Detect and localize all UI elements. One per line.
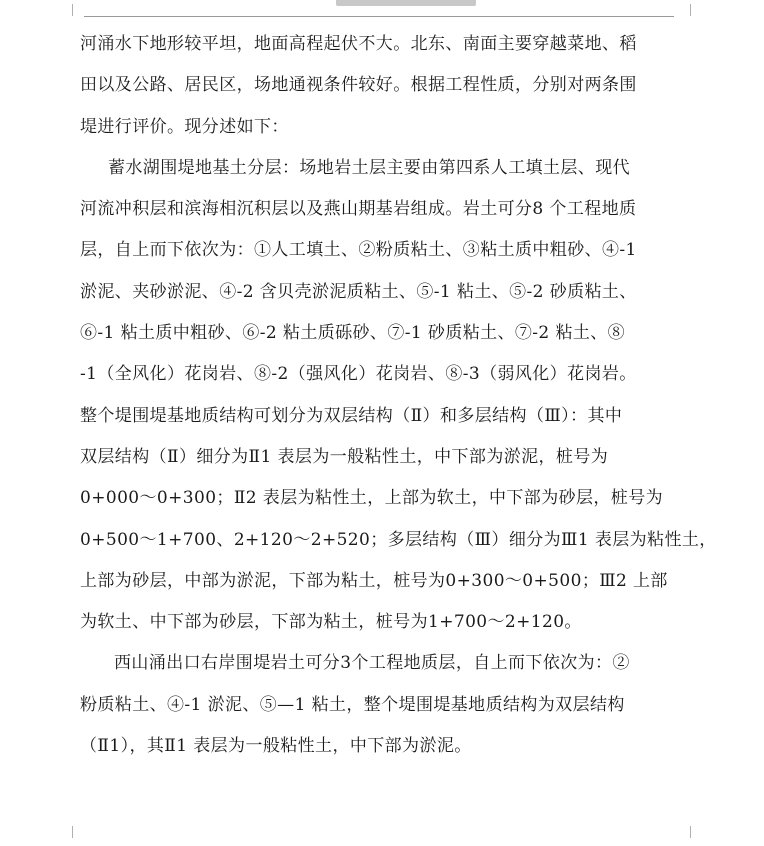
document-body — [80, 24, 717, 767]
text-line: （Ⅱ1），其Ⅱ1 表层为一般粘性土，中下部为淤泥。 — [80, 736, 472, 757]
margin-mark-bottom-right — [678, 826, 691, 838]
margin-mark-bottom-left — [72, 826, 85, 838]
text-line: 淤泥、夹砂淤泥、④-2 含贝壳淤泥质粘土、⑤-1 粘土、⑤-2 砂质粘土、 — [80, 281, 637, 302]
text-line: ⑥-1 粘土质中粗砂、⑥-2 粘土质砾砂、⑦-1 砂质粘土、⑦-2 粘土、⑧ — [80, 323, 626, 344]
text-line: 西山涌出口右岸围堤岩土可分3个工程地质层，自上而下依次为：② — [114, 653, 630, 674]
text-line: 上部为砂层，中部为淤泥，下部为粘土，桩号为0+300～0+500；Ⅲ2 上部 — [80, 570, 668, 591]
paragraph-2 — [80, 148, 717, 644]
margin-mark-top-right — [678, 4, 691, 16]
text-line: 双层结构（Ⅱ）细分为Ⅱ1 表层为一般粘性土，中下部为淤泥，桩号为 — [80, 446, 609, 467]
text-line: 0+500～1+700、2+120～2+520；多层结构（Ⅲ）细分为Ⅲ1 表层为粘性土， — [80, 529, 717, 550]
paragraph-3 — [80, 643, 680, 767]
text-line: 整个堤围堤基地质结构可划分为双层结构（Ⅱ）和多层结构（Ⅲ）：其中 — [80, 405, 623, 426]
text-line: 蓄水湖围堤地基土分层：场地岩土层主要由第四系人工填土层、现代 — [108, 157, 630, 178]
header-tab — [336, 0, 476, 6]
text-line: 为软土、中下部为砂层，下部为粘土，桩号为1+700～2+120。 — [80, 612, 582, 633]
paragraph-1 — [80, 24, 680, 148]
text-line: 层，自上而下依次为：①人工填土、②粉质粘土、③粘土质中粗砂、④-1 — [80, 240, 637, 261]
text-line: 0+000～0+300；Ⅱ2 表层为粘性土，上部为软土，中下部为砂层，桩号为 — [80, 488, 663, 509]
text-line: 河涌水下地形较平坦，地面高程起伏不大。北东、南面主要穿越菜地、稻 — [80, 34, 637, 54]
margin-mark-top-left — [72, 4, 85, 16]
text-line: 河流冲积层和滨海相沉积层以及燕山期基岩组成。岩土可分8 个工程地质 — [80, 199, 637, 220]
text-line: 田以及公路、居民区，场地通视条件较好。根据工程性质，分别对两条围 — [80, 75, 637, 96]
text-line: 粉质粘土、④-1 淤泥、⑤—1 粘土，整个堤围堤基地质结构为双层结构 — [80, 694, 625, 715]
text-line: 堤进行评价。现分述如下： — [80, 116, 289, 137]
text-line: -1（全风化）花岗岩、⑧-2（强风化）花岗岩、⑧-3（弱风化）花岗岩。 — [80, 364, 637, 385]
